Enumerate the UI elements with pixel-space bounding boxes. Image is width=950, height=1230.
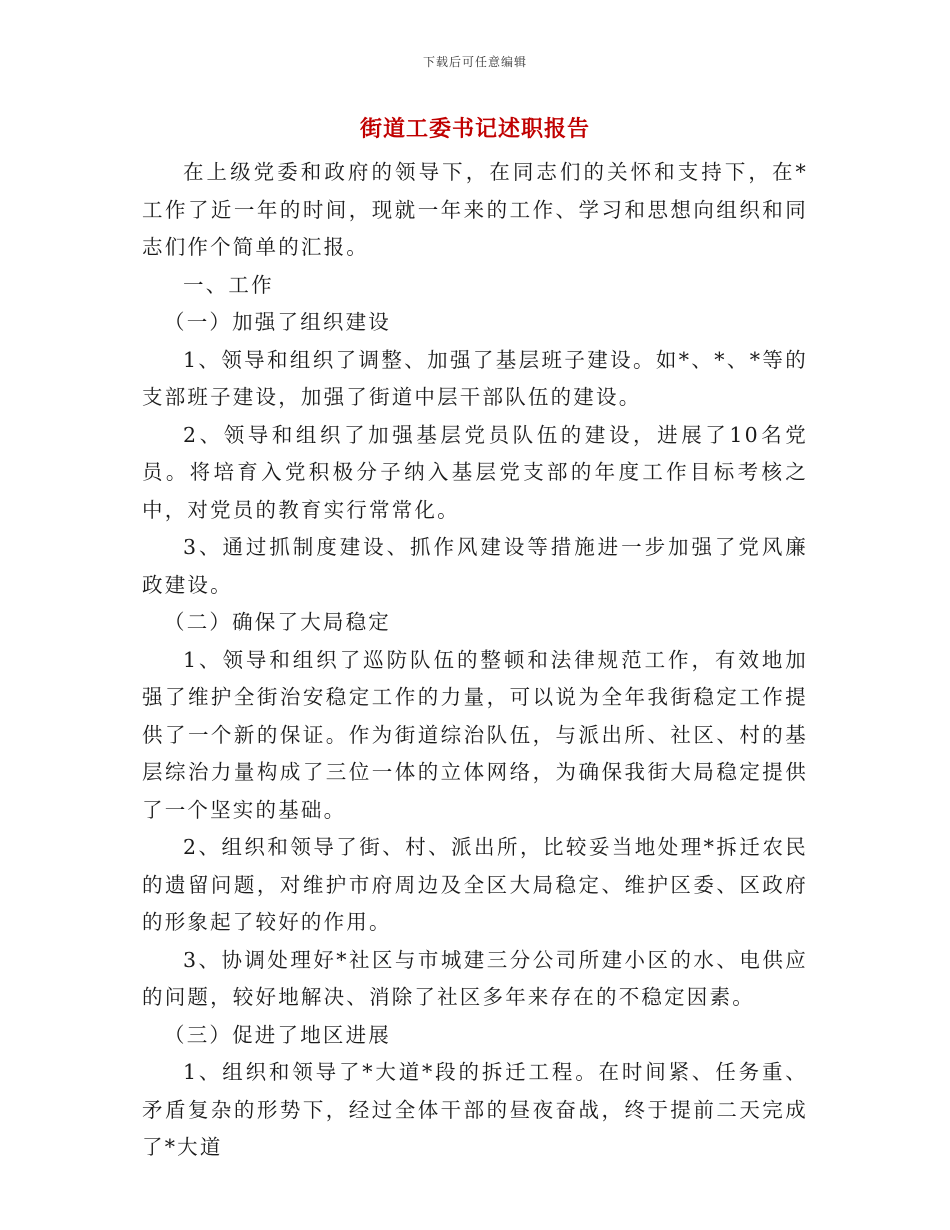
document-title: 街道工委书记述职报告 (359, 116, 590, 142)
paragraph-item: 1、组织和领导了*大道*段的拆迁工程。在时间紧、任务重、矛盾复杂的形势下，经过全体干部的昼夜奋战，终于提前二天完成了*大道 (142, 1060, 808, 1159)
paragraph-item: 2、组织和领导了街、村、派出所，比较妥当地处理*拆迁农民的遗留问题，对维护市府周边及全区大局稳定、维护区委、区政府的形象起了较好的作用。 (142, 835, 808, 934)
paragraph-item: 1、领导和组织了调整、加强了基层班子建设。如*、*、*等的支部班子建设，加强了街道中层干部队伍的建设。 (142, 347, 808, 409)
header-note: 下载后可任意编辑 (422, 55, 527, 69)
heading-subsection-1: （一）加强了组织建设 (164, 310, 391, 334)
paragraph-item: 3、协调处理好*社区与市城建三分公司所建小区的水、电供应的问题，较好地解决、消除了社区多年来存在的不稳定因素。 (142, 947, 808, 1009)
paragraph-item: 1、领导和组织了巡防队伍的整顿和法律规范工作，有效地加强了维护全街治安稳定工作的力量，可以说为全年我街稳定工作提供了一个新的保证。作为街道综治队伍，与派出所、社区、村的基层综治力量构成了三位一体的立体网络，为确保我街大局稳定提供了一个坚实的基础。 (142, 647, 808, 822)
heading-subsection-3: （三）促进了地区进展 (164, 1022, 391, 1047)
paragraph-item: 2、领导和组织了加强基层党员队伍的建设，进展了10名党员。将培育入党积极分子纳入基层党支部的年度工作目标考核之中，对党员的教育实行常常化。 (142, 422, 808, 522)
paragraph-intro: 在上级党委和政府的领导下，在同志们的关怀和支持下，在*工作了近一年的时间，现就一年来的工作、学习和思想向组织和同志们作个简单的汇报。 (142, 160, 808, 259)
heading-subsection-2: （二）确保了大局稳定 (164, 610, 391, 634)
heading-section-1: 一、工作 (183, 272, 274, 297)
paragraph-item: 3、通过抓制度建设、抓作风建设等措施进一步加强了党风廉政建设。 (142, 535, 808, 597)
document-body (142, 154, 808, 1167)
